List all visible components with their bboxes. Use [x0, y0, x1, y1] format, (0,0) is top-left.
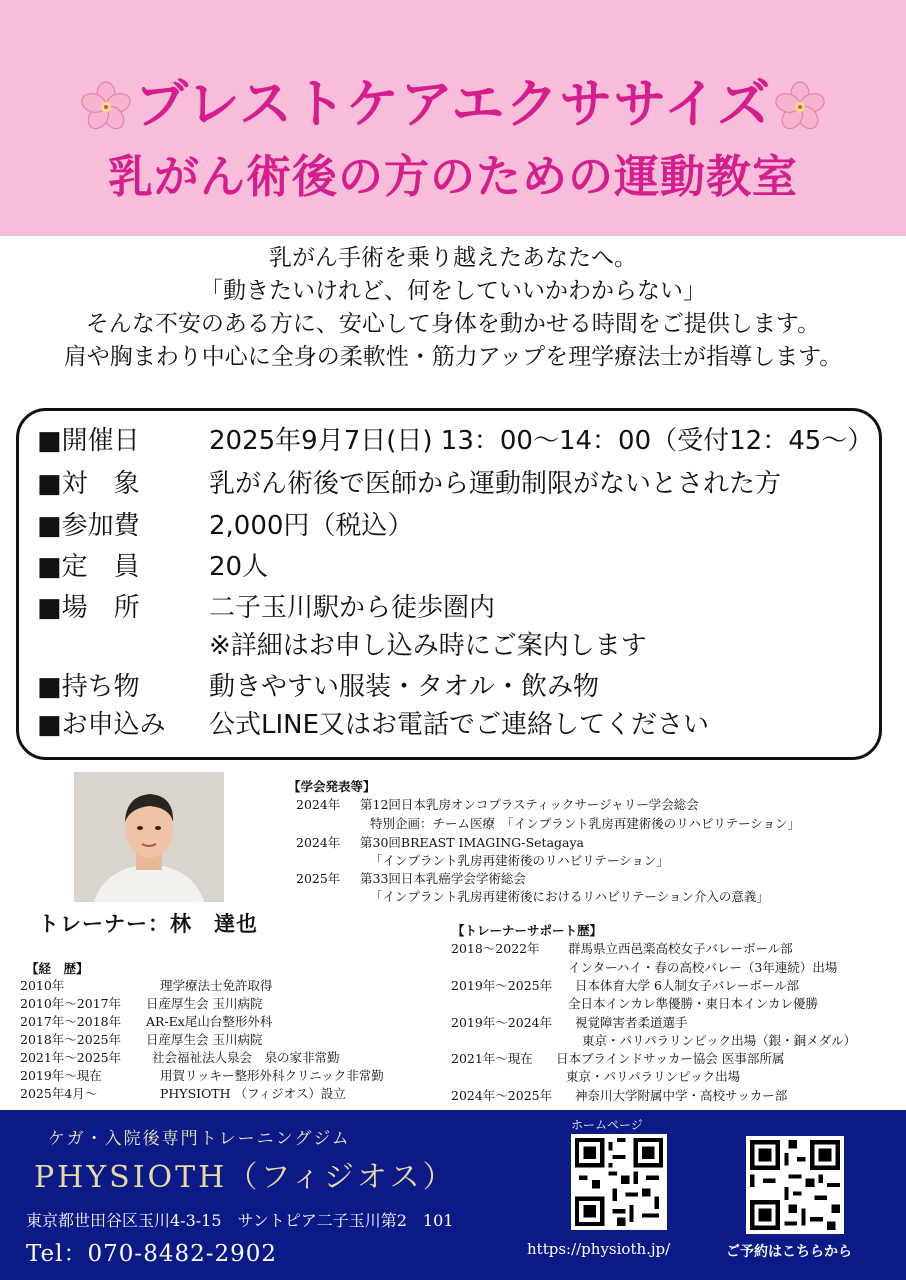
homepage-qr-code[interactable] [571, 1134, 667, 1230]
presentations-heading: 【学会発表等】 [288, 779, 376, 794]
presentation-line: 第33回日本乳癌学会学術総会 [360, 871, 526, 886]
support-line: 東京・パリパラリンピック出場 [566, 1069, 741, 1084]
support-line: 群馬県立西邑楽高校女子バレーボール部 [568, 941, 793, 956]
intro-text [0, 242, 906, 374]
gym-phone[interactable]: Tel：070-8482-2902 [26, 1241, 278, 1267]
info-value: 乳がん術後で医師から運動制限がないとされた方 [209, 469, 782, 499]
info-value: 動きやすい服装・タオル・飲み物 [209, 672, 600, 702]
homepage-url[interactable]: https://physioth.jp/ [527, 1240, 671, 1258]
presentation-line: 「インプラント乳房再建術後のリハビリテーション」 [370, 853, 669, 868]
info-label: ■対 象 [37, 469, 140, 499]
gym-brand: PHYSIOTH（フィジオス） [34, 1160, 456, 1195]
info-value: 公式LINE又はお電話でご連絡してください [209, 710, 710, 740]
support-line: 日本ブラインドサッカー協会 医事部所属 [556, 1051, 785, 1066]
support-line: インターハイ・春の高校バレー（3年連続）出場 [568, 960, 838, 975]
presentation-line: 特別企画：チーム医療 「インプラント乳房再建術後のリハビリテーション」 [370, 816, 801, 831]
presentation-line: 「インプラント乳房再建術後におけるリハビリテーション介入の意義」 [370, 889, 769, 904]
homepage-label: ホームページ [571, 1118, 643, 1132]
info-value: 2,000円（税込） [209, 511, 414, 541]
support-line: 神奈川大学附属中学・高校サッカー部 [575, 1088, 788, 1103]
info-value: ※詳細はお申し込み時にご案内します [209, 631, 647, 661]
career-heading: 【経 歴】 [26, 961, 89, 976]
cherry-blossom-icon [773, 80, 827, 134]
support-heading: 【トレーナーサポート歴】 [452, 923, 603, 938]
reservation-qr-code[interactable] [746, 1136, 844, 1234]
support-line: 東京・パリパラリンピック出場（銀・銅メダル） [582, 1033, 857, 1048]
info-value: 二子玉川駅から徒歩圏内 [209, 593, 496, 623]
career-text: 理学療法士免許取得 [160, 978, 273, 993]
trainer-name: トレーナー：林 達也 [38, 912, 258, 936]
support-line: 全日本インカレ準優勝・東日本インカレ優勝 [568, 996, 819, 1011]
career-text: PHYSIOTH （フィジオス）設立 [160, 1086, 346, 1101]
career-year: 2021年〜2025年 [20, 1050, 122, 1065]
intro-line: 乳がん手術を乗り越えたあなたへ。 [269, 245, 637, 271]
trainer-photo [74, 772, 224, 902]
subtitle: 乳がん術後の方のための運動教室 [107, 150, 798, 203]
cherry-blossom-icon [79, 80, 133, 134]
career-year: 2019年〜現在 [20, 1068, 102, 1083]
presentation-line: 第30回BREAST IMAGING-Setagaya [360, 835, 584, 850]
career-year: 2025年4月〜 [20, 1086, 98, 1101]
event-info-box [16, 408, 882, 760]
support-year: 2019年〜2024年 [451, 1015, 553, 1030]
gym-tagline: ケガ・入院後専門トレーニングジム [48, 1129, 351, 1149]
info-label: ■お申込み [37, 710, 166, 740]
support-line: 視覚障害者柔道選手 [575, 1015, 688, 1030]
intro-line: 「動きたいけれど、何をしていいかわからない」 [200, 278, 706, 304]
presentation-year: 2025年 [296, 871, 341, 886]
presentation-line: 第12回日本乳房オンコプラスティックサージャリー学会総会 [360, 797, 699, 812]
main-title [0, 62, 906, 138]
intro-line: 肩や胸まわり中心に全身の柔軟性・筋力アップを理学療法士が指導します。 [63, 344, 843, 370]
career-text: 日産厚生会 玉川病院 [146, 1032, 263, 1047]
info-label: ■持ち物 [37, 672, 140, 702]
presentation-year: 2024年 [296, 835, 341, 850]
presentation-year: 2024年 [296, 797, 341, 812]
reservation-label: ご予約はこちらから [726, 1244, 852, 1260]
career-text: 用賀リッキー整形外科クリニック非常勤 [160, 1068, 384, 1083]
support-year: 2021年〜現在 [451, 1051, 533, 1066]
career-year: 2010年〜2017年 [20, 996, 122, 1011]
info-label: ■開催日 [37, 426, 140, 456]
career-text: 社会福祉法人泉会 泉の家非常勤 [152, 1050, 340, 1065]
support-line: 日本体育大学 6人制女子バレーボール部 [575, 978, 800, 993]
info-value: 20人 [209, 552, 269, 582]
info-label: ■定 員 [37, 552, 140, 582]
career-year: 2017年〜2018年 [20, 1014, 122, 1029]
career-year: 2010年 [20, 978, 65, 993]
title-text: ブレストケアエクササイズ [134, 74, 772, 135]
intro-line: そんな不安のある方に、安心して身体を動かせる時間をご提供します。 [85, 311, 821, 337]
support-year: 2024年〜2025年 [451, 1088, 553, 1103]
support-year: 2019年〜2025年 [451, 978, 553, 993]
footer [0, 1110, 906, 1280]
info-label: ■参加費 [37, 511, 140, 541]
header-banner [0, 0, 906, 236]
career-text: AR-Ex尾山台整形外科 [146, 1014, 273, 1029]
info-value: 2025年9月7日(日) 13：00〜14：00（受付12：45〜） [209, 426, 874, 456]
info-label: ■場 所 [37, 593, 140, 623]
gym-address: 東京都世田谷区玉川4-3-15 サントピア二子玉川第2 101 [26, 1211, 454, 1230]
career-year: 2018年〜2025年 [20, 1032, 122, 1047]
support-year: 2018〜2022年 [451, 941, 540, 956]
career-text: 日産厚生会 玉川病院 [146, 996, 263, 1011]
